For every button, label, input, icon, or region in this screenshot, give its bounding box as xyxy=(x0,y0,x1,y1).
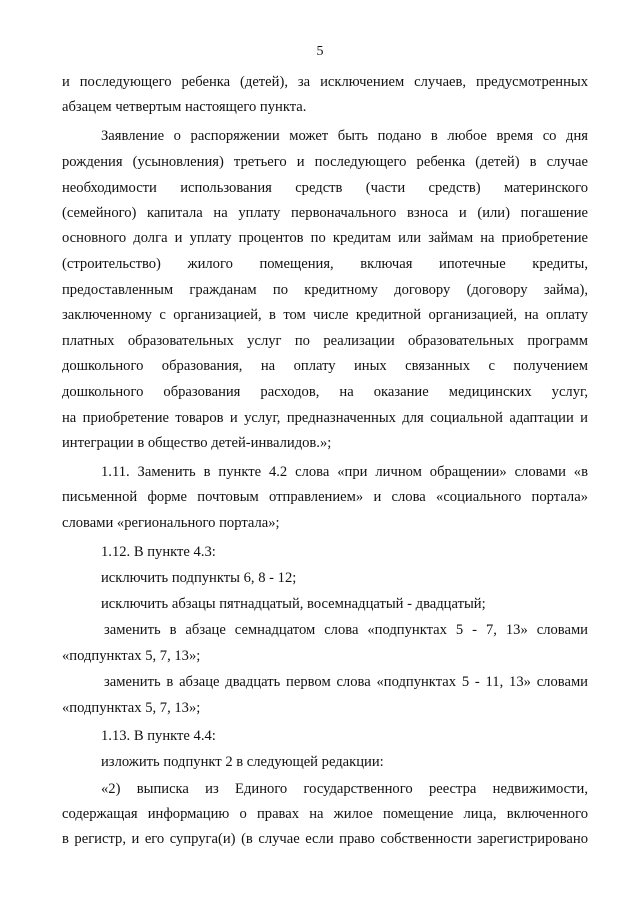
text-line: абзацем четвертым настоящего пункта. xyxy=(62,99,307,115)
text-line: в регистр, и его супруга(и) (в случае если право собственности зарегистрировано xyxy=(62,831,588,847)
text-line: заключенному с организацией, в том числе кредитной организацией, на оплату xyxy=(62,307,588,323)
text-line: основного долга и уплату процентов по кредитам или займам на приобретение xyxy=(62,230,588,246)
text-line: исключить подпункты 6, 8 - 12; xyxy=(101,570,297,586)
text-line: содержащая информацию о правах на жилое помещение лица, включенного xyxy=(62,806,588,822)
text-line: предоставленным гражданам по кредитному договору (договору займа), xyxy=(62,282,588,298)
text-line: рождения (усыновления) третьего и последующего ребенка (детей) в случае xyxy=(62,154,588,170)
text-line: интеграции в общество детей-инвалидов.»; xyxy=(62,435,332,451)
text-line: словами «регионального портала»; xyxy=(62,515,280,531)
text-line: на приобретение товаров и услуг, предназначенных для социальной адаптации и xyxy=(62,410,588,426)
page-number: 5 xyxy=(316,44,324,59)
text-line: изложить подпункт 2 в следующей редакции: xyxy=(101,754,384,770)
text-line: 1.12. В пункте 4.3: xyxy=(101,544,216,560)
text-line: «2) выписка из Единого государственного реестра недвижимости, xyxy=(101,781,588,797)
text-line: заменить в абзаце семнадцатом слова «подпунктах 5 - 7, 13» словами xyxy=(104,622,588,638)
text-line: 1.13. В пункте 4.4: xyxy=(101,728,216,744)
text-line: заменить в абзаце двадцать первом слова «подпунктах 5 - 11, 13» словами xyxy=(104,674,588,690)
text-line: платных образовательных услуг по реализации образовательных программ xyxy=(62,333,588,349)
text-line: необходимости использования средств (части средств) материнского xyxy=(62,180,588,196)
text-line: дошкольного образования расходов, на оказание медицинских услуг, xyxy=(62,384,588,400)
text-line: «подпунктах 5, 7, 13»; xyxy=(62,700,201,716)
text-line: и последующего ребенка (детей), за исключением случаев, предусмотренных xyxy=(62,74,588,90)
text-line: «подпунктах 5, 7, 13»; xyxy=(62,648,201,664)
text-line: дошкольного образования, на оплату иных связанных с получением xyxy=(62,358,588,374)
text-line: письменной форме почтовым отправлением» и слова «социального портала» xyxy=(62,489,588,505)
text-line: Заявление о распоряжении может быть подано в любое время со дня xyxy=(101,128,588,144)
text-line: 1.11. Заменить в пункте 4.2 слова «при личном обращении» словами «в xyxy=(101,464,588,480)
text-line: (семейного) капитала на уплату первоначального взноса и (или) погашение xyxy=(62,205,588,221)
text-line: исключить абзацы пятнадцатый, восемнадцатый - двадцатый; xyxy=(101,596,486,612)
text-line: (строительство) жилого помещения, включая ипотечные кредиты, xyxy=(62,256,588,272)
